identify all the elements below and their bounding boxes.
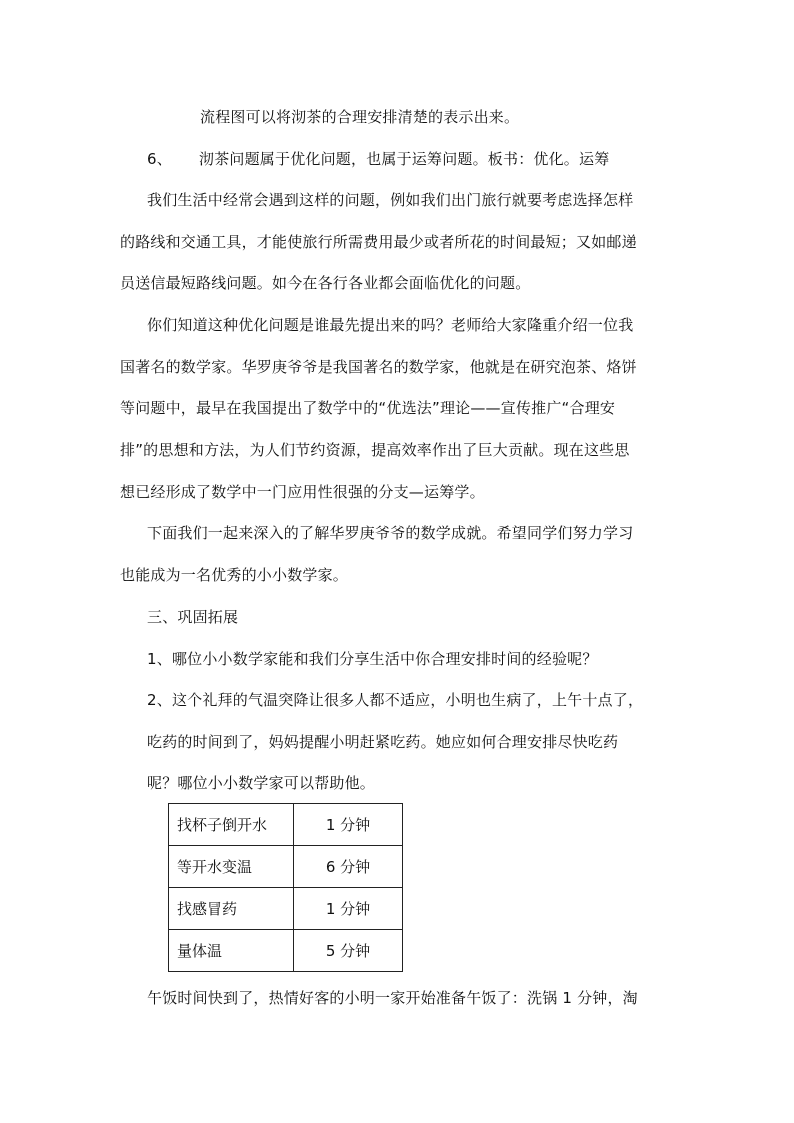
task-cell: 等开水变温 [169, 846, 294, 888]
table-row [169, 930, 403, 972]
paragraph-line: 也能成为一名优秀的小小数学家。 [120, 566, 349, 584]
paragraph-line: 吃药的时间到了，妈妈提醒小明赶紧吃药。她应如何合理安排尽快吃药 [147, 733, 619, 751]
table-row [169, 804, 403, 846]
paragraph-line: 我们生活中经常会遇到这样的问题，例如我们出门旅行就要考虑选择怎样 [147, 191, 634, 209]
paragraph-line: 的路线和交通工具，才能使旅行所需费用最少或者所花的时间最短；又如邮递 [120, 233, 637, 251]
paragraph-line: 呢？哪位小小数学家可以帮助他。 [147, 774, 376, 792]
medicine-task-table [168, 803, 403, 972]
paragraph-line: 下面我们一起来深入的了解华罗庚爷爷的数学成就。希望同学们努力学习 [147, 524, 634, 542]
section-title: 三、巩固拓展 [147, 608, 239, 626]
paragraph-line: 想已经形成了数学中一门应用性很强的分支—运筹学。 [120, 483, 485, 501]
table-row [169, 846, 403, 888]
question-1: 1、哪位小小数学家能和我们分享生活中你合理安排时间的经验呢？ [147, 650, 598, 668]
item-6-text: 沏茶问题属于优化问题，也属于运筹问题。板书：优化。运筹 [199, 150, 610, 168]
flowchart-note: 流程图可以将沏茶的合理安排清楚的表示出来。 [200, 108, 520, 126]
task-cell: 量体温 [169, 930, 294, 972]
paragraph-line: 国著名的数学家。华罗庚爷爷是我国著名的数学家，他就是在研究泡茶、烙饼 [120, 358, 637, 376]
task-cell: 找杯子倒开水 [169, 804, 294, 846]
paragraph-line: 等问题中，最早在我国提出了数学中的“优选法”理论——宣传推广“合理安 [120, 399, 616, 417]
duration-cell: 1 分钟 [294, 888, 403, 930]
duration-cell: 5 分钟 [294, 930, 403, 972]
lunch-prep-line: 午饭时间快到了，热情好客的小明一家开始准备午饭了：洗锅 1 分钟，淘 [147, 989, 638, 1007]
item-6-number: 6、 [147, 150, 172, 168]
paragraph-line: 你们知道这种优化问题是谁最先提出来的吗？老师给大家隆重介绍一位我 [147, 316, 634, 334]
paragraph-line: 2、这个礼拜的气温突降让很多人都不适应，小明也生病了，上午十点了， [147, 691, 644, 709]
paragraph-line: 排”的思想和方法，为人们节约资源，提高效率作出了巨大贡献。现在这些思 [120, 441, 630, 459]
table-row [169, 888, 403, 930]
task-cell: 找感冒药 [169, 888, 294, 930]
paragraph-line: 员送信最短路线问题。如今在各行各业都会面临优化的问题。 [120, 274, 531, 292]
duration-cell: 1 分钟 [294, 804, 403, 846]
duration-cell: 6 分钟 [294, 846, 403, 888]
item-6 [147, 149, 609, 169]
